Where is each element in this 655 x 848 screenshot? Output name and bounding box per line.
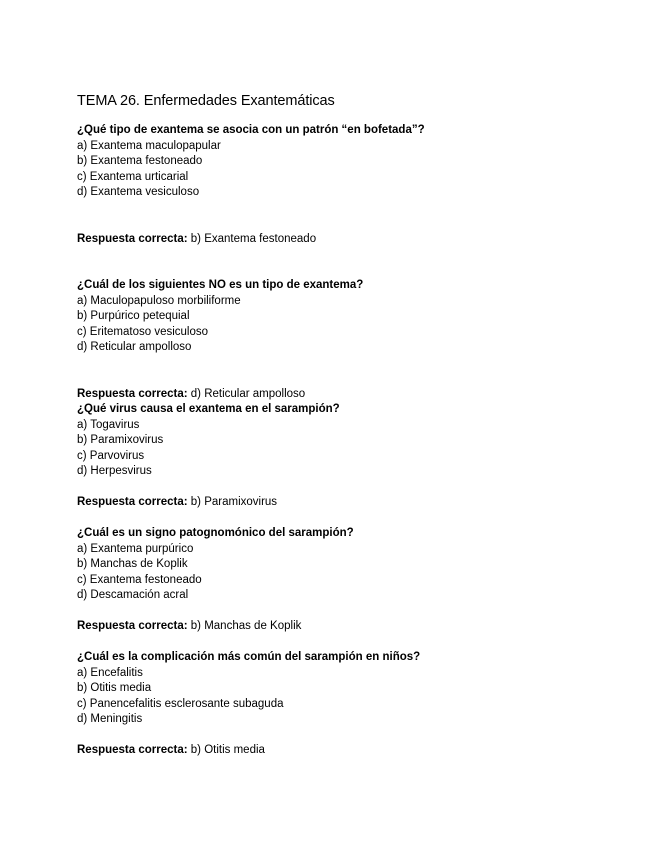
- answer-label: Respuesta correcta:: [77, 496, 188, 508]
- correct-answer: [77, 743, 637, 759]
- answer-label: Respuesta correcta:: [77, 232, 188, 245]
- option-b: b) Exantema festoneado: [77, 155, 203, 167]
- option-a: a) Exantema purpúrico: [77, 542, 194, 555]
- option-b: b) Otitis media: [77, 682, 152, 694]
- option-a: a) Exantema maculopapular: [77, 139, 221, 152]
- question-text: ¿Qué tipo de exantema se asocia con un patrón “en bofetada”?: [77, 124, 425, 136]
- correct-answer: [77, 387, 637, 403]
- answer-value: d) Reticular ampolloso: [190, 387, 306, 400]
- answer-label: Respuesta correcta:: [77, 387, 188, 400]
- question-block-1: [77, 123, 637, 247]
- correct-answer: [77, 232, 637, 248]
- option-b: b) Manchas de Koplik: [77, 558, 188, 570]
- question-text: ¿Cuál de los siguientes NO es un tipo de exantema?: [77, 279, 364, 291]
- answer-value: b) Exantema festoneado: [190, 232, 317, 245]
- page-title: TEMA 26. Enfermedades Exantemáticas: [77, 93, 335, 109]
- question-block-4: [77, 526, 637, 635]
- option-c: c) Exantema urticarial: [77, 170, 189, 183]
- option-d: d) Reticular ampolloso: [77, 341, 192, 353]
- option-b: b) Paramixovirus: [77, 434, 164, 446]
- option-d: d) Herpesvirus: [77, 465, 152, 477]
- question-text: ¿Qué virus causa el exantema en el sarampión?: [77, 403, 340, 415]
- option-a: a) Encefalitis: [77, 666, 143, 679]
- document-page: [77, 91, 637, 759]
- question-block-2: [77, 278, 637, 402]
- option-d: d) Meningitis: [77, 713, 143, 725]
- option-b: b) Purpúrico petequial: [77, 310, 190, 322]
- answer-label: Respuesta correcta:: [77, 744, 188, 756]
- answer-value: b) Manchas de Koplik: [190, 620, 302, 632]
- option-c: c) Parvovirus: [77, 449, 145, 462]
- question-block-5: [77, 650, 637, 759]
- option-d: d) Exantema vesiculoso: [77, 186, 200, 198]
- question-text: ¿Cuál es un signo patognomónico del sarampión?: [77, 527, 354, 539]
- option-c: c) Eritematoso vesiculoso: [77, 325, 209, 338]
- option-a: a) Togavirus: [77, 418, 140, 431]
- answer-value: b) Otitis media: [190, 744, 265, 756]
- option-c: c) Panencefalitis esclerosante subaguda: [77, 697, 284, 710]
- option-c: c) Exantema festoneado: [77, 573, 202, 586]
- option-a: a) Maculopapuloso morbiliforme: [77, 294, 241, 307]
- question-block-3: [77, 402, 637, 511]
- option-d: d) Descamación acral: [77, 589, 189, 601]
- correct-answer: [77, 619, 637, 635]
- answer-label: Respuesta correcta:: [77, 620, 188, 632]
- answer-value: b) Paramixovirus: [190, 496, 278, 508]
- correct-answer: [77, 495, 637, 511]
- question-text: ¿Cuál es la complicación más común del sarampión en niños?: [77, 651, 421, 663]
